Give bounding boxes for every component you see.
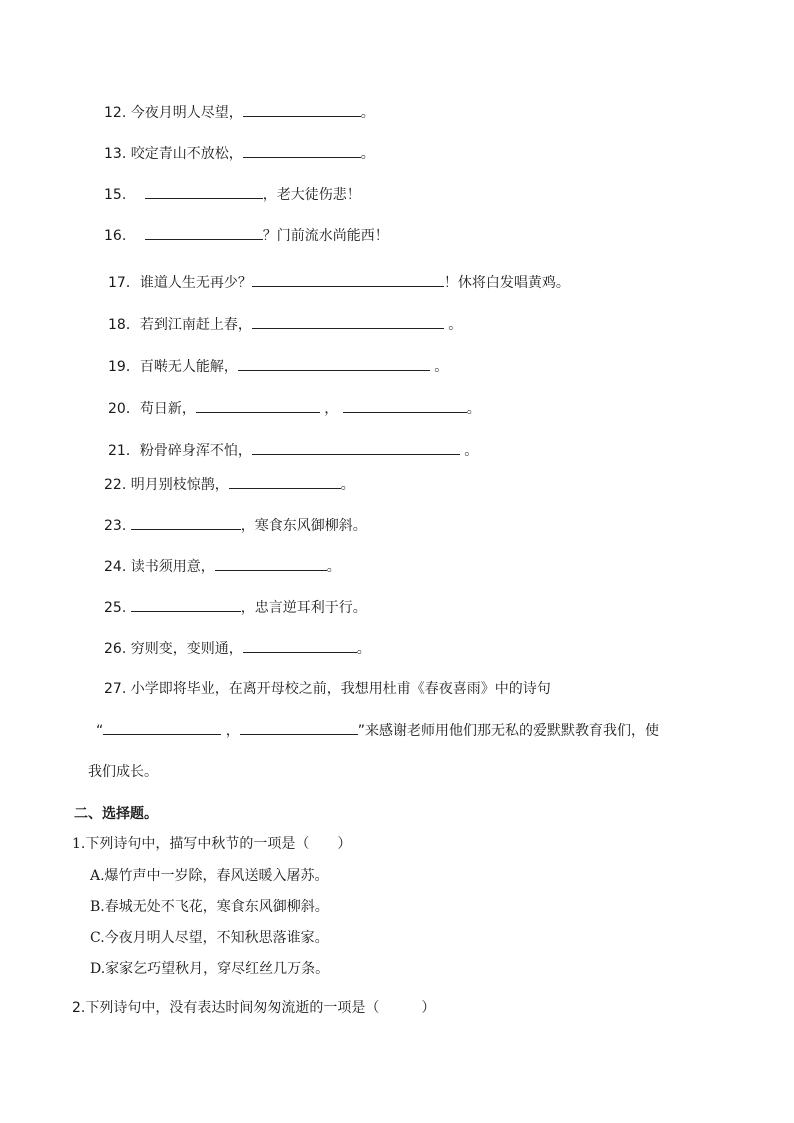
answer-blank[interactable]: [215, 556, 327, 571]
question-number: 18．: [108, 317, 140, 333]
question-number: 23.: [104, 518, 127, 534]
answer-blank[interactable]: [131, 515, 241, 530]
option-a[interactable]: A.爆竹声中一岁除，春风送暖入屠苏。: [90, 868, 329, 884]
question-number: 27.: [104, 681, 127, 697]
open-quote: “: [96, 723, 104, 739]
question-text: 谁道人生无再少？: [139, 275, 252, 291]
question-text-end: 。: [360, 146, 375, 162]
question-text: 穷则变，变则通，: [130, 641, 243, 657]
answer-blank-2[interactable]: [343, 398, 467, 413]
option-d[interactable]: D.家家乞巧望秋月，穿尽红丝几万条。: [90, 961, 330, 977]
answer-blank[interactable]: [252, 314, 444, 329]
question-text-end: 。: [356, 641, 371, 657]
question-number: 25.: [104, 600, 127, 616]
question-number: 17．: [108, 275, 140, 291]
question-text: 读书须用意，: [130, 559, 215, 575]
question-number: 12.: [104, 105, 127, 121]
question-number: 21．: [108, 443, 140, 459]
answer-blank-1[interactable]: [196, 398, 320, 413]
question-number: 24.: [104, 559, 127, 575]
question-23: [104, 515, 367, 536]
choice-question-2-stem: 2.下列诗句中，没有表达时间匆匆流逝的一项是（ ）: [72, 1000, 436, 1016]
question-text: 小学即将毕业，在离开母校之前，我想用杜甫《春夜喜雨》中的诗句: [130, 681, 551, 697]
question-text-end: 。: [326, 559, 341, 575]
answer-blank[interactable]: [252, 440, 460, 455]
answer-blank[interactable]: [243, 638, 357, 653]
option-b[interactable]: B.春城无处不飞花，寒食东风御柳斜。: [90, 899, 329, 915]
answer-blank-1[interactable]: [103, 720, 221, 735]
question-number: 15.: [104, 187, 127, 203]
question-text-end: ，老大徒伤悲！: [262, 187, 361, 203]
question-16: [104, 225, 389, 246]
question-number: 22.: [104, 477, 127, 493]
answer-blank[interactable]: [238, 356, 430, 371]
section-title: 二、选择题。: [74, 806, 158, 822]
question-text: 咬定青山不放松，: [130, 146, 243, 162]
separator-comma: ，: [324, 401, 339, 417]
question-18: [108, 314, 462, 335]
question-text-end: ！休将白发唱黄鸡。: [443, 275, 570, 291]
choice-question-1-stem: 1.下列诗句中，描写中秋节的一项是（ ）: [72, 836, 352, 852]
question-13: [104, 143, 375, 164]
question-text: 苟日新，: [139, 401, 196, 417]
question-text: 明月别枝惊鹊，: [130, 477, 229, 493]
question-27: [104, 679, 551, 699]
question-number: 20．: [108, 401, 140, 417]
question-number: 16.: [104, 228, 127, 244]
question-27-line2: [96, 720, 659, 741]
option-c[interactable]: C.今夜月明人尽望，不知秋思落谁家。: [90, 930, 329, 946]
question-15: [104, 184, 361, 205]
question-text-end: 。: [340, 477, 355, 493]
question-24: [104, 556, 341, 577]
question-number: 19．: [108, 359, 140, 375]
question-text-end: 。: [448, 317, 463, 333]
question-text: 百啭无人能解，: [139, 359, 238, 375]
separator-comma: ，: [225, 723, 240, 739]
answer-blank-2[interactable]: [240, 720, 358, 735]
question-text-end: ”来感谢老师用他们那无私的爱默默教育我们，使: [357, 723, 659, 739]
question-text: 今夜月明人尽望，: [130, 105, 243, 121]
question-22: [104, 474, 355, 495]
question-17: [108, 272, 570, 293]
question-text-end: 。: [434, 359, 449, 375]
answer-blank[interactable]: [131, 597, 241, 612]
answer-blank[interactable]: [229, 474, 341, 489]
question-text-end: 。: [360, 105, 375, 121]
answer-blank[interactable]: [145, 225, 263, 240]
answer-blank[interactable]: [252, 272, 444, 287]
question-text: 粉骨碎身浑不怕，: [139, 443, 252, 459]
answer-blank[interactable]: [243, 102, 361, 117]
question-text-end: 。: [464, 443, 479, 459]
question-25: [104, 597, 367, 618]
question-text-end: ，寒食东风御柳斜。: [240, 518, 367, 534]
question-26: [104, 638, 371, 659]
question-number: 26.: [104, 641, 127, 657]
question-12: [104, 102, 375, 123]
question-text: 若到江南赶上春，: [139, 317, 252, 333]
question-text-continued: 我们成长。: [88, 764, 158, 780]
question-text-end: ？门前流水尚能西！: [262, 228, 389, 244]
question-27-line3: [88, 762, 158, 782]
question-number: 13.: [104, 146, 127, 162]
question-text-end: ，忠言逆耳利于行。: [240, 600, 367, 616]
question-text-end: 。: [466, 401, 481, 417]
question-19: [108, 356, 448, 377]
question-20: [108, 398, 481, 419]
question-21: [108, 440, 478, 461]
answer-blank[interactable]: [145, 184, 263, 199]
answer-blank[interactable]: [243, 143, 361, 158]
